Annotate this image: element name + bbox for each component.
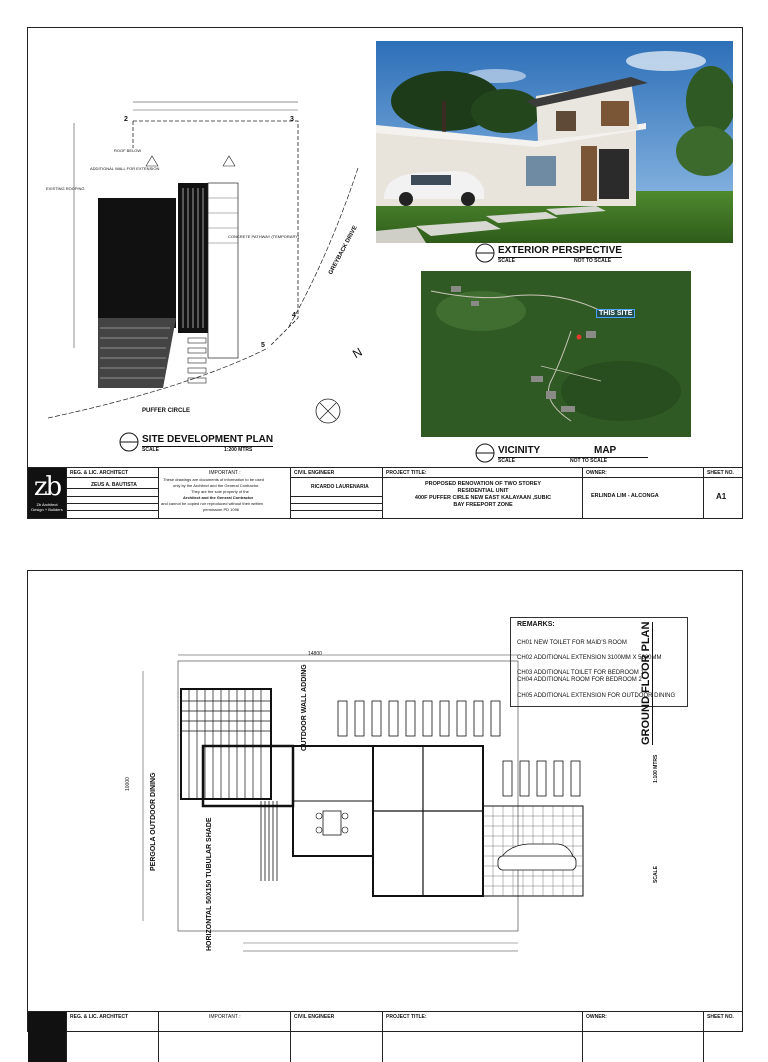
project-label: PROJECT TITLE: [386,470,427,476]
project-line-3: 400F PUFFER CIRLE NEW EAST KALAYAAN ,SUBIC [414,495,552,501]
remark-item: CH05 ADDITIONAL EXTENSION FOR OUTDOOR DINING [517,693,676,699]
owner-cell-2 [582,1012,704,1062]
note-concrete-pathway: CONCRETE PATHWAY (TEMPORARY) [228,234,300,239]
important-text-5: and cannot be copied nor reproduced without their written [161,501,264,506]
sheet-no-value: A1 [716,492,727,501]
drawing-sheet-a2 [27,570,743,1032]
grid-mark-4: 4 [292,312,296,319]
architect-label-2: REG. & LIC. ARCHITECT [70,1014,129,1020]
vicinity-map-roads [421,271,691,437]
plan-dim-top: 14800 [308,651,322,657]
project-line-4: BAY FREEPORT ZONE [453,502,513,508]
owner-name: ERLINDA LIM - ALCONGA [591,493,659,499]
perspective-title [498,245,622,258]
owner-label: OWNER: [586,470,607,476]
site-plan-drawing [38,88,368,448]
ground-floor-plan-scale-label: SCALE [653,866,659,883]
vicinity-title-a: VICINITY [498,445,541,456]
label-pergola: PERGOLA OUTDOOR DINING [150,772,157,871]
sheet-no-label-2: SHEET NO. [707,1014,734,1020]
vicinity-map [421,271,691,437]
note-additional-wall: ADDITIONAL WALL FOR EXTENSION [90,166,160,171]
drawing-sheet-a1 [27,27,743,519]
important-cell-2 [158,1012,291,1062]
ground-floor-plan-title [640,622,652,745]
important-label-2: IMPORTANT : [209,1014,241,1020]
vicinity-title [498,445,648,458]
ground-floor-plan-title-text: GROUND FLOOR PLAN [640,621,652,745]
grid-mark-3: 3 [290,116,294,123]
vicinity-title-b: MAP [594,445,617,456]
site-plan-scale-value: 1:200 MTRS [224,447,253,453]
street-label-puffer: PUFFER CIRCLE [142,408,190,414]
vicinity-scale-value: NOT TO SCALE [570,458,608,464]
project-line-2: RESIDENTIAL UNIT [457,488,509,494]
site-plan-title-text: SITE DEVELOPMENT PLAN [142,434,274,445]
grid-mark-2: 2 [124,116,128,123]
sheet-no-cell-2 [703,1012,742,1062]
important-text-3: They are the sole property of the [191,489,249,494]
logo-mark: zb [33,472,61,502]
important-text-6: permission PD 1096 [203,507,240,512]
this-site-marker: THIS SITE [596,309,635,318]
note-roof-below: ROOF BELOW [114,148,142,153]
title-block-2 [28,1011,742,1062]
perspective-title-text: EXTERIOR PERSPECTIVE [498,245,622,256]
label-outdoor-wall: OUTDOOR WALL ADDING [301,664,308,751]
plan-dim-side: 10000 [125,777,131,791]
architect-name: ZEUS A. BAUTISTA [91,482,137,488]
firm-logo-2 [28,1012,66,1062]
important-text-4: Architect and the General Contractor [183,495,254,500]
north-letter: N [350,344,365,362]
engineer-name: RICARDO LAURENARIA [311,484,369,490]
grid-mark-5: 5 [261,342,265,349]
architect-cell [66,468,159,518]
logo-name: Zb Architect [36,502,58,507]
remark-item: CH01 NEW TOILET FOR MAID'S ROOM [517,640,627,646]
firm-logo [28,468,66,518]
engineer-label: CIVIL ENGINEER [294,470,335,476]
logo-sub: Design + Builders [31,507,63,512]
note-existing-roofing: EXISTING ROOFING [46,186,85,191]
sheet-no-label: SHEET NO. [707,470,734,476]
important-cell [158,468,291,518]
remark-item: CH04 ADDITIONAL ROOM FOR BEDROOM 2 [517,677,642,683]
owner-cell [582,468,704,518]
perspective-scale-value: NOT TO SCALE [574,258,612,264]
vicinity-marker-icon [474,442,496,464]
architect-label: REG. & LIC. ARCHITECT [70,470,129,476]
remark-item: CH02 ADDITIONAL EXTENSION 3100MM X 5000MM [517,655,662,661]
important-label: IMPORTANT : [209,470,241,476]
title-block [28,467,742,518]
road-label-greyback: GREYBACK DRIVE [328,225,359,276]
ground-floor-plan-scale-value: 1:100 MTRS [653,754,659,783]
site-plan-scale-label: SCALE [142,447,159,453]
remarks-title: REMARKS: [517,621,555,628]
engineer-cell-2 [290,1012,383,1062]
sheet-no-cell [703,468,742,518]
project-cell-2 [382,1012,583,1062]
vicinity-scale-label: SCALE [498,458,515,464]
label-shade: HORIZONTAL 50X150 TUBULAR SHADE [206,817,213,951]
architect-cell-2 [66,1012,159,1062]
engineer-cell [290,468,383,518]
ground-floor-plan-drawing [123,651,593,981]
exterior-perspective-render [376,41,733,243]
section-marker-icon [118,431,140,453]
owner-label-2: OWNER: [586,1014,607,1020]
important-text-1: These drawings are documents of information to be used [163,477,264,482]
site-plan-title [142,434,273,447]
perspective-marker-icon [474,242,496,264]
perspective-scale-label: SCALE [498,258,515,264]
project-label-2: PROJECT TITLE: [386,1014,427,1020]
project-cell [382,468,583,518]
remark-item: CH03 ADDITIONAL TOILET FOR BEDROOM 1 [517,670,644,676]
important-text-2: only by the Architect and the General Contractor. [173,483,260,488]
engineer-label-2: CIVIL ENGINEER [294,1014,335,1020]
project-line-1: PROPOSED RENOVATION OF TWO STOREY [424,481,542,487]
